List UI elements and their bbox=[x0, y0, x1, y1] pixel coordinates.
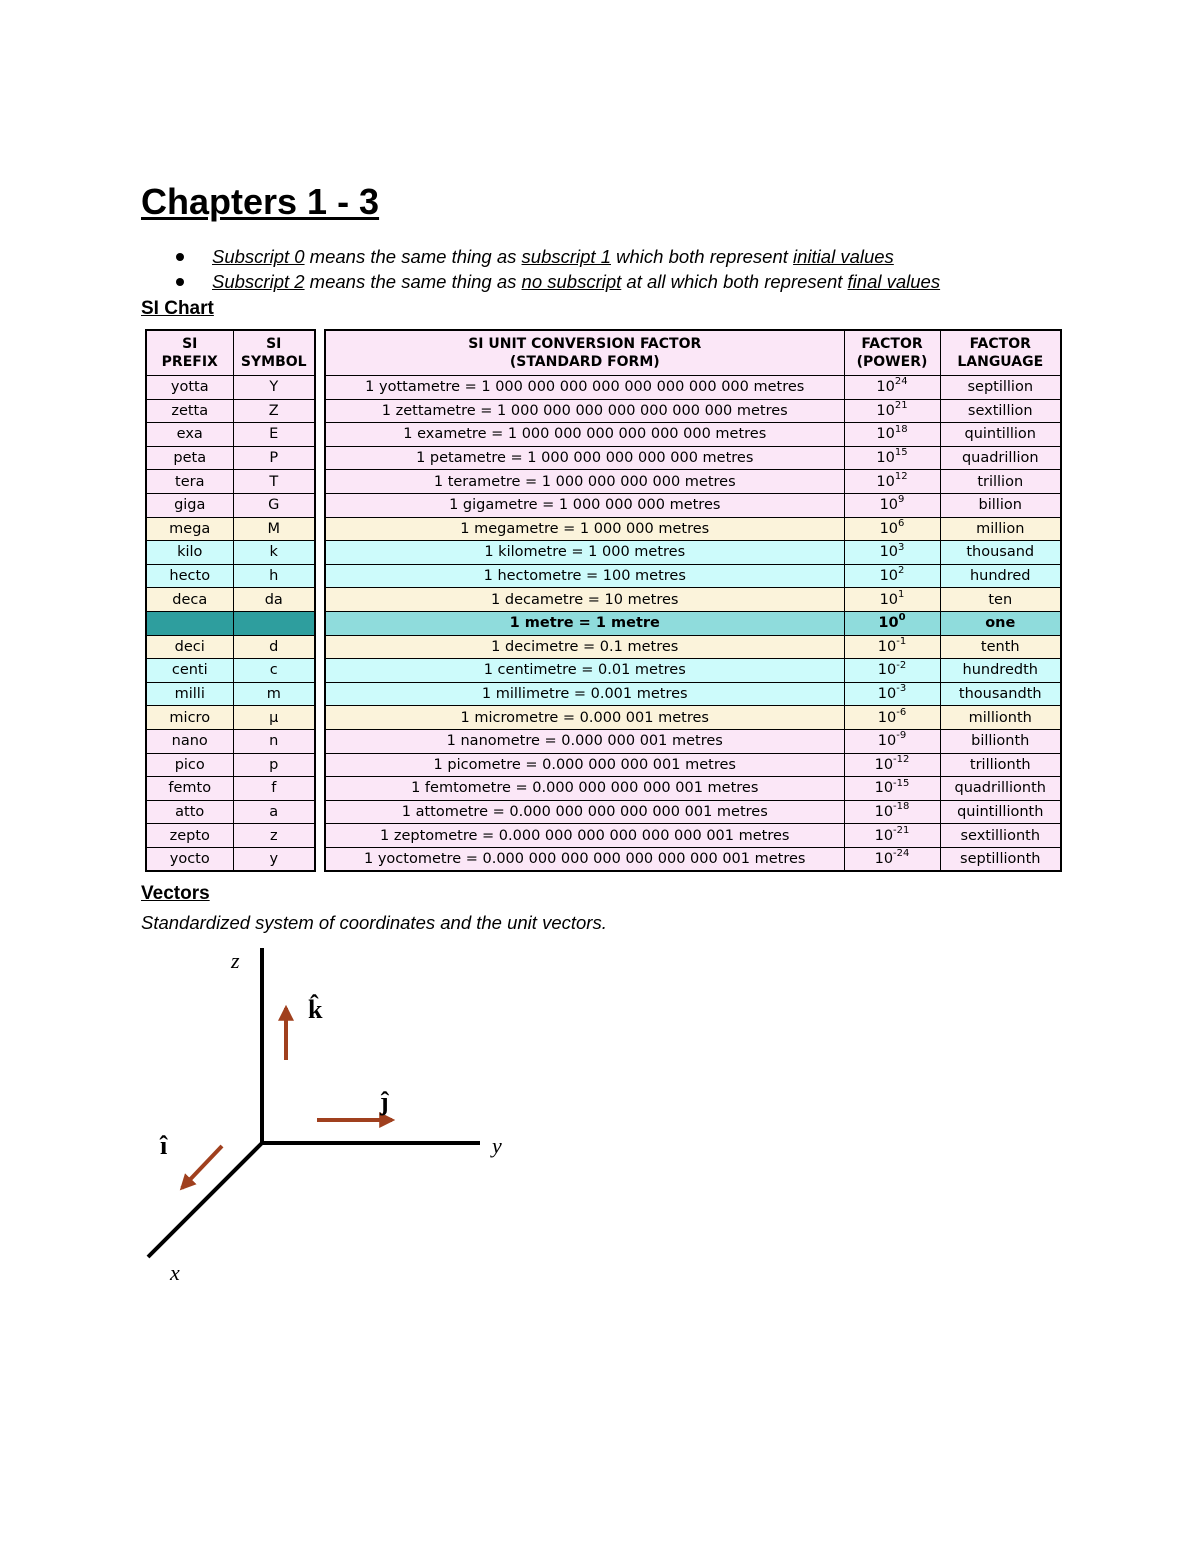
note-text: at all which both represent bbox=[621, 271, 848, 292]
prefix-cell bbox=[146, 611, 233, 635]
power-base: 10 bbox=[876, 379, 895, 396]
note-text: means the same thing as bbox=[304, 271, 522, 292]
language-cell: quintillionth bbox=[940, 800, 1061, 824]
note-term: subscript 1 bbox=[521, 246, 611, 267]
table-row bbox=[146, 541, 1061, 565]
symbol-cell: Z bbox=[233, 399, 315, 423]
power-exponent: -6 bbox=[896, 706, 907, 718]
header-symbol: SI SYMBOL bbox=[233, 330, 315, 376]
power-exponent: 9 bbox=[898, 494, 905, 506]
column-gap bbox=[315, 777, 325, 801]
conversion-cell: 1 yottametre = 1 000 000 000 000 000 000 000 000 metres bbox=[325, 376, 844, 400]
power-base: 10 bbox=[877, 662, 897, 679]
note-term: Subscript 2 bbox=[212, 271, 305, 292]
symbol-cell: c bbox=[233, 659, 315, 683]
power-base: 10 bbox=[879, 544, 899, 561]
table-row bbox=[146, 588, 1061, 612]
power-cell bbox=[844, 446, 940, 470]
conversion-cell: 1 kilometre = 1 000 metres bbox=[325, 541, 844, 565]
symbol-cell: p bbox=[233, 753, 315, 777]
language-cell: sextillionth bbox=[940, 824, 1061, 848]
power-exponent: -21 bbox=[893, 824, 910, 836]
z-axis-label: z bbox=[231, 948, 240, 973]
prefix-cell: mega bbox=[146, 517, 233, 541]
column-gap bbox=[315, 541, 325, 565]
prefix-cell: centi bbox=[146, 659, 233, 683]
power-base: 10 bbox=[874, 756, 894, 773]
power-exponent: 3 bbox=[898, 541, 905, 553]
prefix-cell: yocto bbox=[146, 847, 233, 871]
column-gap bbox=[315, 611, 325, 635]
column-gap bbox=[315, 470, 325, 494]
language-cell: hundred bbox=[940, 564, 1061, 588]
symbol-cell: P bbox=[233, 446, 315, 470]
language-cell: thousandth bbox=[940, 682, 1061, 706]
note-term: final values bbox=[847, 271, 941, 292]
conversion-cell: 1 zettametre = 1 000 000 000 000 000 000 000 metres bbox=[325, 399, 844, 423]
table-row bbox=[146, 564, 1061, 588]
prefix-cell: deci bbox=[146, 635, 233, 659]
power-exponent: 15 bbox=[894, 447, 908, 459]
power-cell bbox=[844, 635, 940, 659]
symbol-cell: T bbox=[233, 470, 315, 494]
language-cell: trillionth bbox=[940, 753, 1061, 777]
power-cell bbox=[844, 564, 940, 588]
note-term: no subscript bbox=[521, 271, 622, 292]
table-header-row bbox=[146, 330, 1061, 376]
column-gap bbox=[315, 423, 325, 447]
language-cell: trillion bbox=[940, 470, 1061, 494]
table-row bbox=[146, 470, 1061, 494]
column-gap bbox=[315, 847, 325, 871]
note-text: which both represent bbox=[611, 246, 794, 267]
k-label: k̂ bbox=[308, 995, 323, 1024]
power-base: 10 bbox=[876, 473, 895, 490]
x-axis bbox=[148, 1143, 262, 1257]
prefix-cell: kilo bbox=[146, 541, 233, 565]
power-exponent: -12 bbox=[893, 753, 910, 765]
conversion-cell: 1 zeptometre = 0.000 000 000 000 000 000 001 metres bbox=[325, 824, 844, 848]
power-base: 10 bbox=[874, 827, 894, 844]
language-cell: one bbox=[940, 611, 1061, 635]
language-cell: billionth bbox=[940, 729, 1061, 753]
prefix-cell: atto bbox=[146, 800, 233, 824]
power-cell bbox=[844, 800, 940, 824]
conversion-cell: 1 decametre = 10 metres bbox=[325, 588, 844, 612]
table-row bbox=[146, 493, 1061, 517]
symbol-cell: G bbox=[233, 493, 315, 517]
symbol-cell: z bbox=[233, 824, 315, 848]
power-base: 10 bbox=[879, 497, 899, 514]
language-cell: quadrillionth bbox=[940, 777, 1061, 801]
language-cell: tenth bbox=[940, 635, 1061, 659]
note-term: initial values bbox=[793, 246, 894, 267]
i-label: î bbox=[160, 1131, 168, 1160]
conversion-cell: 1 centimetre = 0.01 metres bbox=[325, 659, 844, 683]
power-exponent: -24 bbox=[893, 848, 910, 860]
conversion-cell: 1 millimetre = 0.001 metres bbox=[325, 682, 844, 706]
symbol-cell: µ bbox=[233, 706, 315, 730]
symbol-cell: da bbox=[233, 588, 315, 612]
power-base: 10 bbox=[874, 803, 894, 820]
column-gap bbox=[315, 729, 325, 753]
power-exponent: 2 bbox=[898, 565, 905, 577]
power-base: 10 bbox=[876, 426, 895, 443]
header-language: FACTOR LANGUAGE bbox=[940, 330, 1061, 376]
table-row bbox=[146, 682, 1061, 706]
power-cell bbox=[844, 682, 940, 706]
prefix-cell: hecto bbox=[146, 564, 233, 588]
power-base: 10 bbox=[874, 851, 894, 868]
power-exponent: -2 bbox=[896, 659, 907, 671]
table-row bbox=[146, 635, 1061, 659]
table-row bbox=[146, 399, 1061, 423]
table-row bbox=[146, 777, 1061, 801]
header-power: FACTOR (POWER) bbox=[844, 330, 940, 376]
power-cell bbox=[844, 470, 940, 494]
prefix-cell: tera bbox=[146, 470, 233, 494]
conversion-cell: 1 micrometre = 0.000 001 metres bbox=[325, 706, 844, 730]
power-cell bbox=[844, 847, 940, 871]
power-cell bbox=[844, 729, 940, 753]
power-cell bbox=[844, 611, 940, 635]
si-chart bbox=[145, 329, 1060, 872]
language-cell: thousand bbox=[940, 541, 1061, 565]
table-row bbox=[146, 847, 1061, 871]
prefix-cell: zetta bbox=[146, 399, 233, 423]
conversion-cell: 1 decimetre = 0.1 metres bbox=[325, 635, 844, 659]
list-item bbox=[170, 269, 940, 294]
conversion-cell: 1 petametre = 1 000 000 000 000 000 metres bbox=[325, 446, 844, 470]
note-text: means the same thing as bbox=[304, 246, 522, 267]
bullet-icon bbox=[176, 278, 184, 286]
power-cell bbox=[844, 376, 940, 400]
y-axis-label: y bbox=[492, 1133, 502, 1158]
power-exponent: 21 bbox=[894, 400, 908, 412]
power-base: 10 bbox=[879, 520, 899, 537]
language-cell: sextillion bbox=[940, 399, 1061, 423]
prefix-cell: pico bbox=[146, 753, 233, 777]
i-arrow bbox=[182, 1146, 222, 1188]
language-cell: ten bbox=[940, 588, 1061, 612]
power-exponent: -18 bbox=[893, 801, 910, 813]
power-cell bbox=[844, 399, 940, 423]
conversion-cell: 1 attometre = 0.000 000 000 000 000 001 metres bbox=[325, 800, 844, 824]
power-base: 10 bbox=[877, 733, 897, 750]
language-cell: billion bbox=[940, 493, 1061, 517]
prefix-cell: giga bbox=[146, 493, 233, 517]
column-gap bbox=[315, 682, 325, 706]
power-exponent: 24 bbox=[894, 376, 908, 388]
symbol-cell: k bbox=[233, 541, 315, 565]
power-base: 10 bbox=[877, 638, 897, 655]
power-exponent: 12 bbox=[894, 470, 908, 482]
conversion-cell: 1 terametre = 1 000 000 000 000 metres bbox=[325, 470, 844, 494]
bullet-icon bbox=[176, 253, 184, 261]
language-cell: septillion bbox=[940, 376, 1061, 400]
symbol-cell: h bbox=[233, 564, 315, 588]
prefix-cell: zepto bbox=[146, 824, 233, 848]
conversion-cell: 1 hectometre = 100 metres bbox=[325, 564, 844, 588]
table-row bbox=[146, 517, 1061, 541]
column-gap bbox=[315, 706, 325, 730]
coordinate-axes bbox=[130, 940, 530, 1290]
power-cell bbox=[844, 541, 940, 565]
page-title: Chapters 1 - 3 bbox=[141, 181, 380, 222]
language-cell: quintillion bbox=[940, 423, 1061, 447]
power-base: 10 bbox=[876, 402, 895, 419]
column-gap bbox=[315, 517, 325, 541]
language-cell: septillionth bbox=[940, 847, 1061, 871]
symbol-cell: n bbox=[233, 729, 315, 753]
si-chart-heading: SI Chart bbox=[141, 298, 214, 319]
power-cell bbox=[844, 706, 940, 730]
table-row bbox=[146, 753, 1061, 777]
symbol-cell: Y bbox=[233, 376, 315, 400]
power-base: 10 bbox=[878, 615, 899, 632]
table-row bbox=[146, 611, 1061, 635]
power-base: 10 bbox=[879, 591, 899, 608]
conversion-cell: 1 metre = 1 metre bbox=[325, 611, 844, 635]
power-cell bbox=[844, 777, 940, 801]
prefix-cell: milli bbox=[146, 682, 233, 706]
column-gap bbox=[315, 376, 325, 400]
symbol-cell bbox=[233, 611, 315, 635]
conversion-cell: 1 yoctometre = 0.000 000 000 000 000 000 000 001 metres bbox=[325, 847, 844, 871]
table-row bbox=[146, 376, 1061, 400]
note-term: Subscript 0 bbox=[212, 246, 305, 267]
symbol-cell: d bbox=[233, 635, 315, 659]
prefix-cell: femto bbox=[146, 777, 233, 801]
symbol-cell: a bbox=[233, 800, 315, 824]
table-row bbox=[146, 659, 1061, 683]
prefix-cell: deca bbox=[146, 588, 233, 612]
vectors-subtitle: Standardized system of coordinates and the unit vectors. bbox=[141, 912, 607, 933]
language-cell: quadrillion bbox=[940, 446, 1061, 470]
column-gap bbox=[315, 564, 325, 588]
conversion-cell: 1 picometre = 0.000 000 000 001 metres bbox=[325, 753, 844, 777]
power-base: 10 bbox=[876, 450, 895, 467]
power-cell bbox=[844, 824, 940, 848]
x-axis-label: x bbox=[170, 1260, 180, 1285]
power-exponent: -1 bbox=[896, 636, 907, 647]
power-base: 10 bbox=[874, 780, 894, 797]
power-base: 10 bbox=[877, 709, 897, 726]
prefix-cell: micro bbox=[146, 706, 233, 730]
prefix-cell: exa bbox=[146, 423, 233, 447]
prefix-cell: yotta bbox=[146, 376, 233, 400]
power-cell bbox=[844, 588, 940, 612]
power-exponent: -15 bbox=[893, 777, 910, 789]
language-cell: million bbox=[940, 517, 1061, 541]
conversion-cell: 1 exametre = 1 000 000 000 000 000 000 metres bbox=[325, 423, 844, 447]
column-gap bbox=[315, 588, 325, 612]
column-gap bbox=[315, 330, 325, 376]
header-prefix: SI PREFIX bbox=[146, 330, 233, 376]
unit-vector-diagram bbox=[130, 940, 530, 1290]
column-gap bbox=[315, 493, 325, 517]
power-base: 10 bbox=[877, 686, 897, 703]
power-cell bbox=[844, 423, 940, 447]
power-cell bbox=[844, 753, 940, 777]
power-exponent: 1 bbox=[898, 588, 905, 600]
vectors-heading: Vectors bbox=[141, 883, 210, 904]
table-row bbox=[146, 824, 1061, 848]
power-base: 10 bbox=[879, 568, 899, 585]
power-exponent: 18 bbox=[894, 423, 908, 435]
table-row bbox=[146, 729, 1061, 753]
power-exponent: -9 bbox=[896, 730, 907, 742]
symbol-cell: f bbox=[233, 777, 315, 801]
column-gap bbox=[315, 635, 325, 659]
symbol-cell: M bbox=[233, 517, 315, 541]
power-cell bbox=[844, 517, 940, 541]
power-exponent: 6 bbox=[898, 518, 905, 530]
column-gap bbox=[315, 446, 325, 470]
si-table bbox=[145, 329, 1062, 872]
j-label: ĵ bbox=[380, 1087, 389, 1116]
language-cell: millionth bbox=[940, 706, 1061, 730]
prefix-cell: peta bbox=[146, 446, 233, 470]
power-exponent: 0 bbox=[898, 612, 906, 624]
table-row bbox=[146, 800, 1061, 824]
prefix-cell: nano bbox=[146, 729, 233, 753]
power-cell bbox=[844, 493, 940, 517]
conversion-cell: 1 nanometre = 0.000 000 001 metres bbox=[325, 729, 844, 753]
power-exponent: -3 bbox=[896, 683, 907, 695]
language-cell: hundredth bbox=[940, 659, 1061, 683]
symbol-cell: y bbox=[233, 847, 315, 871]
table-row bbox=[146, 446, 1061, 470]
conversion-cell: 1 megametre = 1 000 000 metres bbox=[325, 517, 844, 541]
column-gap bbox=[315, 399, 325, 423]
column-gap bbox=[315, 800, 325, 824]
conversion-cell: 1 gigametre = 1 000 000 000 metres bbox=[325, 493, 844, 517]
column-gap bbox=[315, 659, 325, 683]
table-row bbox=[146, 706, 1061, 730]
list-item bbox=[170, 244, 940, 269]
notes-list bbox=[170, 244, 940, 294]
header-conversion: SI UNIT CONVERSION FACTOR (STANDARD FORM) bbox=[325, 330, 844, 376]
symbol-cell: m bbox=[233, 682, 315, 706]
conversion-cell: 1 femtometre = 0.000 000 000 000 001 metres bbox=[325, 777, 844, 801]
column-gap bbox=[315, 753, 325, 777]
column-gap bbox=[315, 824, 325, 848]
power-cell bbox=[844, 659, 940, 683]
symbol-cell: E bbox=[233, 423, 315, 447]
table-row bbox=[146, 423, 1061, 447]
